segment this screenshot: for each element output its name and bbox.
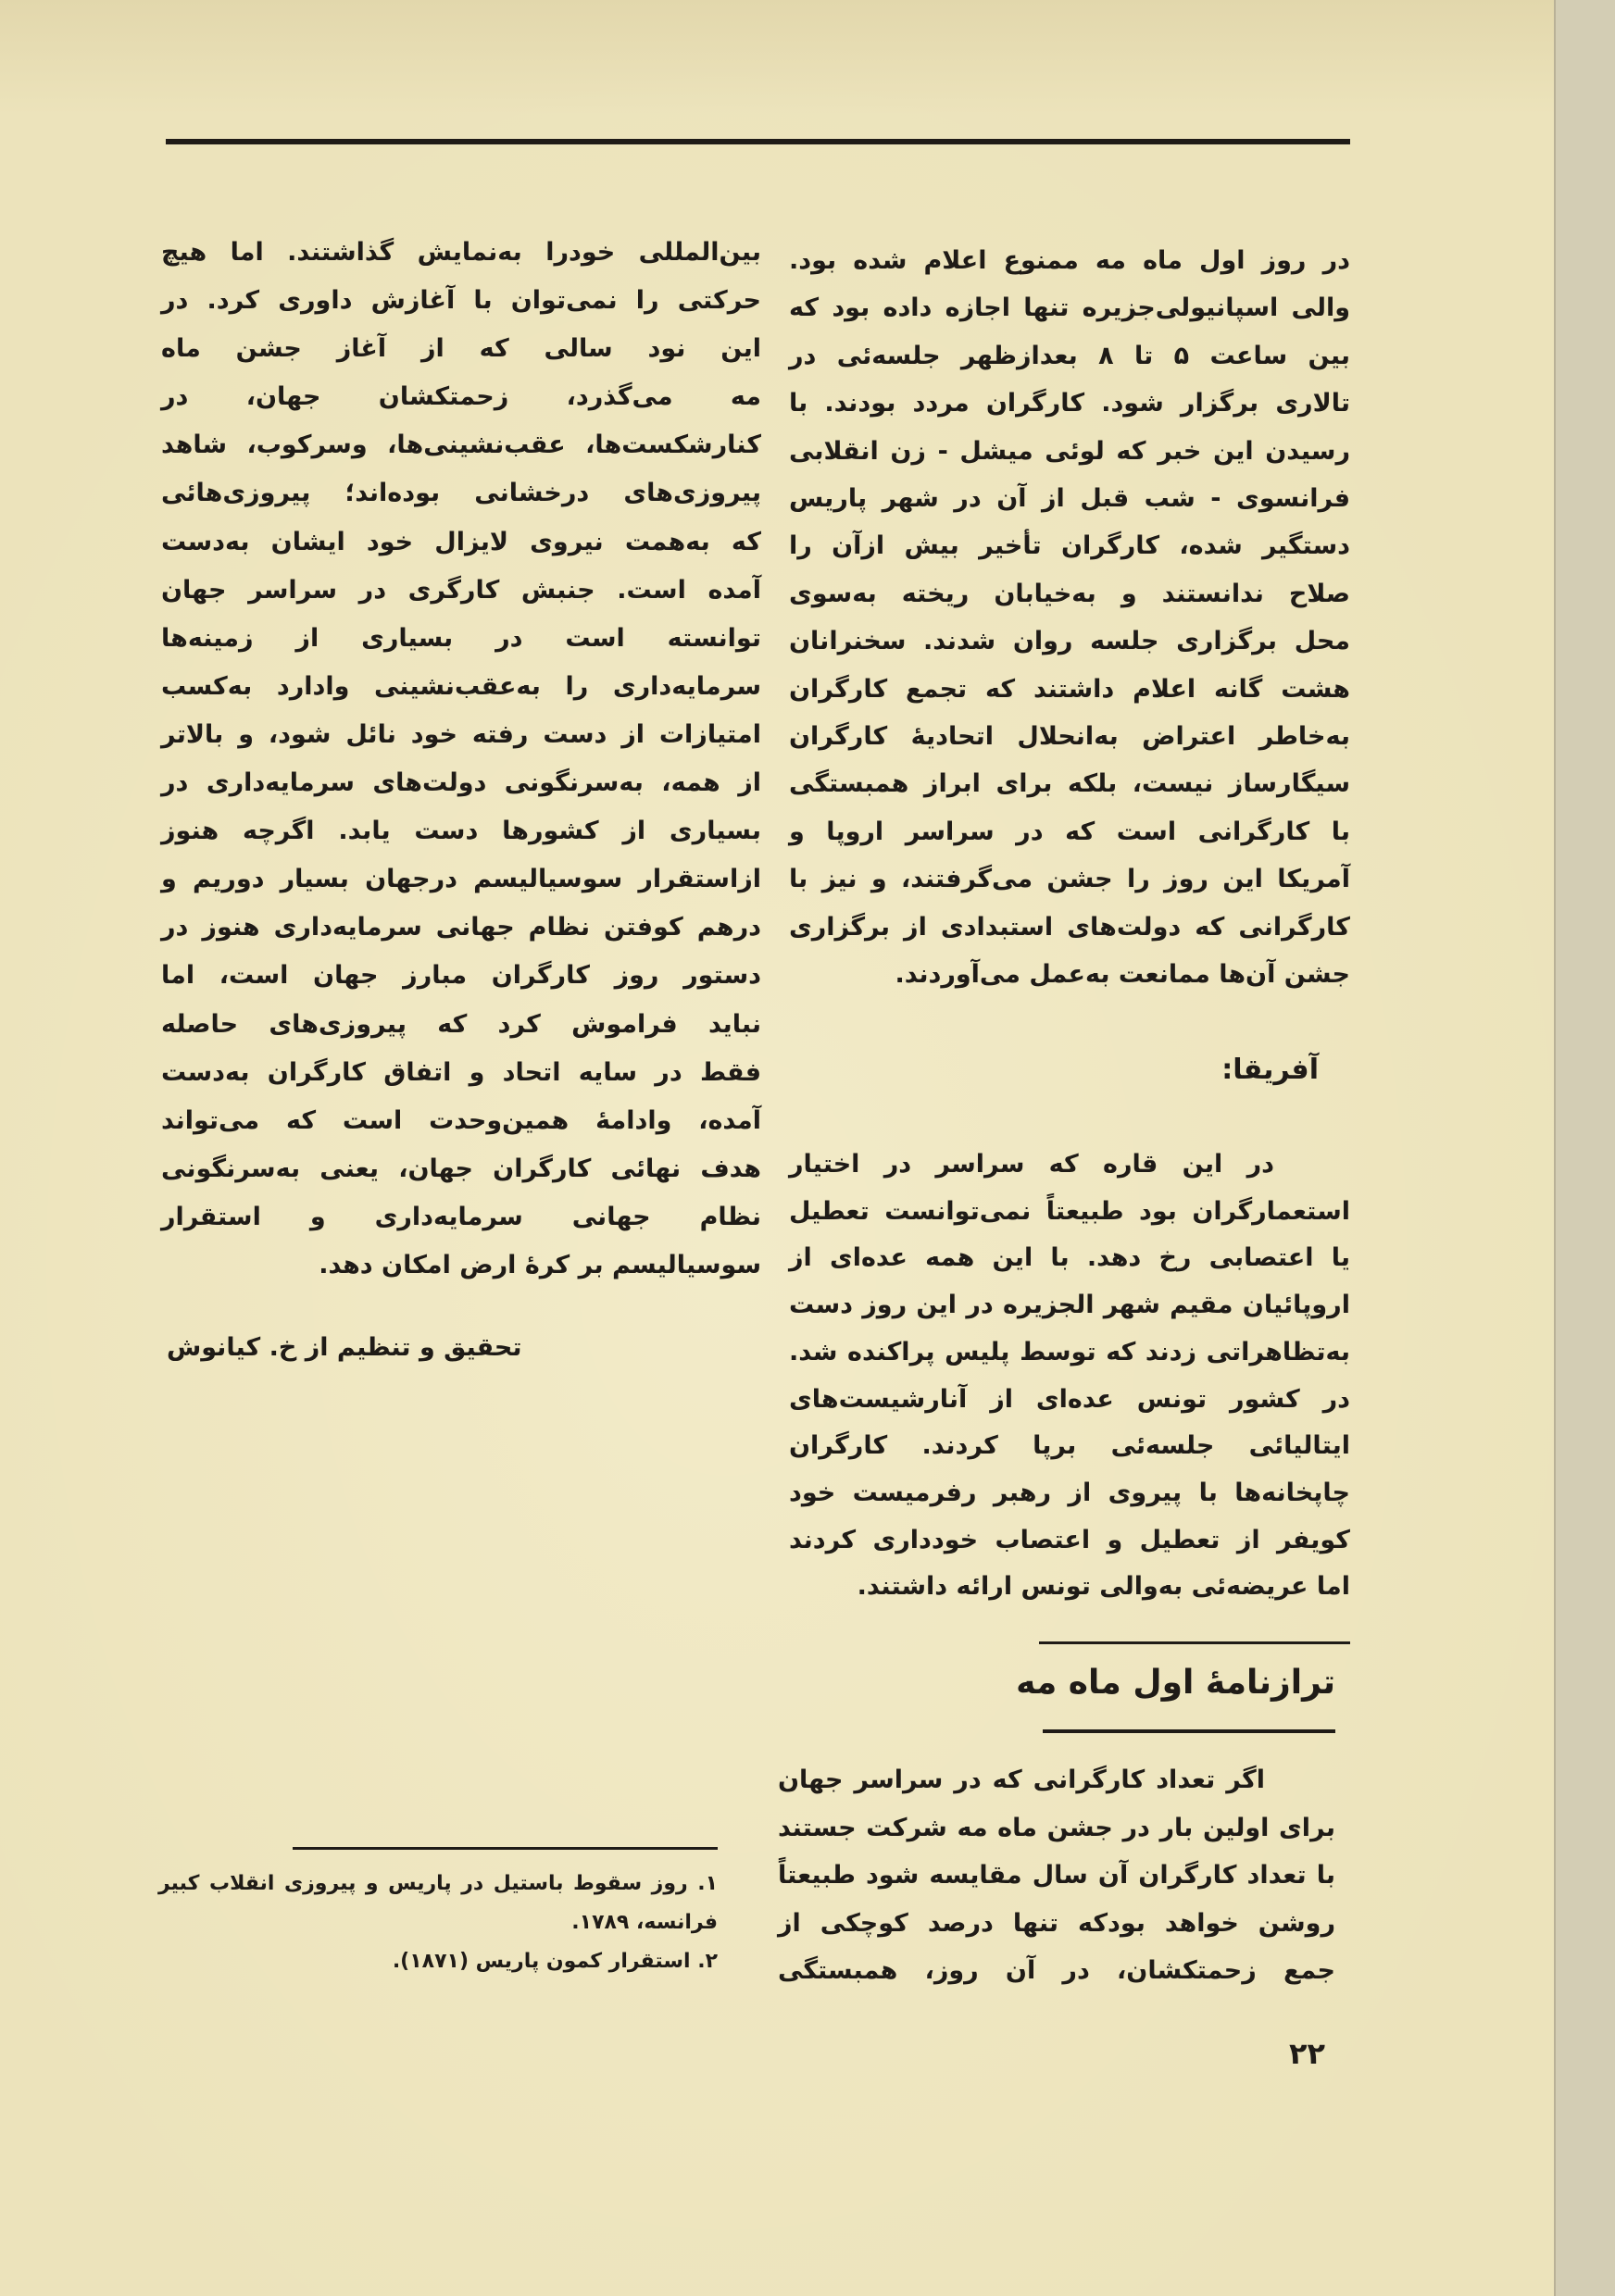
text-line: دستور روز کارگران مبارز جهان است، اما xyxy=(161,961,761,991)
text-line: جمع زحمتکشان، در آن روز، همبستگی xyxy=(778,1956,1335,1985)
text-line: تالاری برگزار شود. کارگران مردد بودند. با xyxy=(789,389,1350,418)
text-line: که به‌همت نیروی لایزال خود ایشان به‌دست xyxy=(161,527,761,556)
text-line: توانسته است در بسیاری از زمینه‌ها xyxy=(161,623,761,653)
text-line: استعمارگران بود طبیعتاً نمی‌توانست تعطیل xyxy=(789,1196,1350,1226)
text-line: جشن آن‌ها ممانعت به‌عمل می‌آوردند. xyxy=(895,960,1350,990)
right-column-paragraph-2 xyxy=(789,1142,1350,1611)
footnote-line: فرانسه، ۱۷۸۹. xyxy=(571,1911,718,1934)
text-line: والی اسپانیولی‌جزیره تنها اجازه داده بود که xyxy=(789,293,1350,323)
section-rule-bottom xyxy=(1043,1729,1335,1733)
text-line: مه می‌گذرد، زحمتکشان جهان، در xyxy=(161,382,761,412)
right-column-paragraph-3 xyxy=(778,1756,1335,1995)
text-line: به‌تظاهراتی زدند که توسط پلیس پراکنده شد. xyxy=(789,1337,1350,1366)
text-line: آمده است. جنبش کارگری در سراسر جهان xyxy=(161,575,761,605)
text-line: یا اعتصابی رخ دهد. با این همه عده‌ای از xyxy=(789,1243,1350,1273)
text-line: هدف نهائی کارگران جهان، یعنی به‌سرنگونی xyxy=(161,1154,761,1183)
right-column-paragraph-1 xyxy=(789,237,1350,999)
text-line: ازاستقرار سوسیالیسم درجهان بسیار دوریم و xyxy=(161,865,761,894)
text-line: با کارگرانی است که در سراسر اروپا و xyxy=(789,817,1350,846)
africa-heading: آفریقا: xyxy=(1221,1054,1319,1086)
text-line: اروپائیان مقیم شهر الجزیره در این روز دست xyxy=(789,1291,1350,1320)
footnotes xyxy=(158,1865,718,1981)
text-line: نظام جهانی سرمایه‌داری و استقرار xyxy=(161,1202,761,1231)
text-line: فقط در سایه اتحاد و اتفاق کارگران به‌دست xyxy=(161,1057,761,1087)
text-line: به‌خاطر اعتراض به‌انحلال اتحادیهٔ کارگران xyxy=(789,722,1350,752)
text-line: آمده، وادامهٔ همین‌وحدت است که می‌تواند xyxy=(161,1105,761,1135)
text-line: از همه، به‌سرنگونی دولت‌های سرمایه‌داری در xyxy=(161,768,761,798)
text-line: حرکتی را نمی‌توان با آغازش داوری کرد. در xyxy=(161,286,761,316)
text-line: بسیاری از کشورها دست یابد. اگرچه هنوز xyxy=(161,817,761,846)
text-line: روشن خواهد بودکه تنها درصد کوچکی از xyxy=(778,1908,1335,1938)
text-line: امتیازات از دست رفته خود نائل شود، و بالاتر xyxy=(161,719,761,749)
text-line: کارگرانی که دولت‌های استبدادی از برگزاری xyxy=(789,912,1350,942)
text-line: با تعداد کارگران آن سال مقایسه شود طبیعتاً xyxy=(778,1861,1335,1890)
text-line: سیگارساز نیست، بلکه برای ابراز همبستگی xyxy=(789,769,1350,799)
text-line: فرانسوی - شب قبل از آن در شهر پاریس xyxy=(789,484,1350,514)
footnote-line: ۲. استقرار کمون پاریس (۱۸۷۱). xyxy=(392,1950,718,1973)
left-column-paragraph xyxy=(161,229,761,1290)
text-line: در کشور تونس عده‌ای از آنارشیست‌های xyxy=(789,1384,1350,1414)
text-line: کویفر از تعطیل و اعتصاب خودداری کردند xyxy=(789,1525,1350,1554)
text-line: سوسیالیسم بر کرهٔ ارض امکان دهد. xyxy=(319,1250,761,1279)
text-line: صلاح ندانستند و به‌خیابان ریخته به‌سوی xyxy=(789,579,1350,608)
text-line: در روز اول ماه مه ممنوع اعلام شده بود. xyxy=(789,246,1350,275)
text-line: بین‌المللی خودرا به‌نمایش گذاشتند. اما هیچ xyxy=(161,238,761,267)
text-line: رسیدن این خبر که لوئی میشل - زن انقلابی xyxy=(789,436,1350,466)
text-line: برای اولین بار در جشن ماه مه شرکت جستند xyxy=(778,1813,1335,1842)
text-line: نباید فراموش کرد که پیروزی‌های حاصله xyxy=(161,1009,761,1039)
text-line: ایتالیائی جلسه‌ئی برپا کردند. کارگران xyxy=(789,1431,1350,1461)
text-line: دستگیر شده، کارگران تأخیر بیش ازآن را xyxy=(789,531,1350,561)
text-line: بین ساعت ۵ تا ۸ بعدازظهر جلسه‌ئی در xyxy=(789,341,1350,370)
footnote-rule xyxy=(293,1847,718,1850)
text-line: هشت گانه اعلام داشتند که تجمع کارگران xyxy=(789,674,1350,704)
page-number: ۲۲ xyxy=(1288,2036,1325,2071)
text-line: این نود سالی که از آغاز جشن ماه xyxy=(161,334,761,364)
text-line: پیروزی‌های درخشانی بوده‌اند؛ پیروزی‌هائی xyxy=(161,479,761,508)
section-heading: ترازنامهٔ اول ماه مه xyxy=(1016,1664,1335,1702)
text-line: سرمایه‌داری را به‌عقب‌نشینی وادارد به‌کسب xyxy=(161,671,761,701)
author-signature: تحقیق و تنظیم از خ. کیانوش xyxy=(167,1333,522,1362)
text-line: کنارشکست‌ها، عقب‌نشینی‌ها، وسرکوب، شاهد xyxy=(161,430,761,460)
text-line: درهم کوفتن نظام جهانی سرمایه‌داری هنوز در xyxy=(161,913,761,942)
section-rule-top xyxy=(1039,1641,1350,1644)
text-line: اما عریضه‌ئی به‌والی تونس ارائه داشتند. xyxy=(857,1572,1350,1602)
text-line: در این قاره که سراسر در اختیار xyxy=(789,1150,1274,1179)
text-line: آمریکا این روز را جشن می‌گرفتند، و نیز با xyxy=(789,865,1350,894)
text-line: چاپخانه‌ها با پیروی از رهبر رفرمیست خود xyxy=(789,1478,1350,1507)
footnote-line: ۱. روز سقوط باستیل در پاریس و پیروزی انقلاب کبیر xyxy=(158,1872,718,1895)
text-line: محل برگزاری جلسه روان شدند. سخنرانان xyxy=(789,627,1350,656)
top-rule xyxy=(166,139,1350,144)
page-edge xyxy=(1554,0,1615,2296)
text-line: اگر تعداد کارگرانی که در سراسر جهان xyxy=(778,1766,1265,1794)
